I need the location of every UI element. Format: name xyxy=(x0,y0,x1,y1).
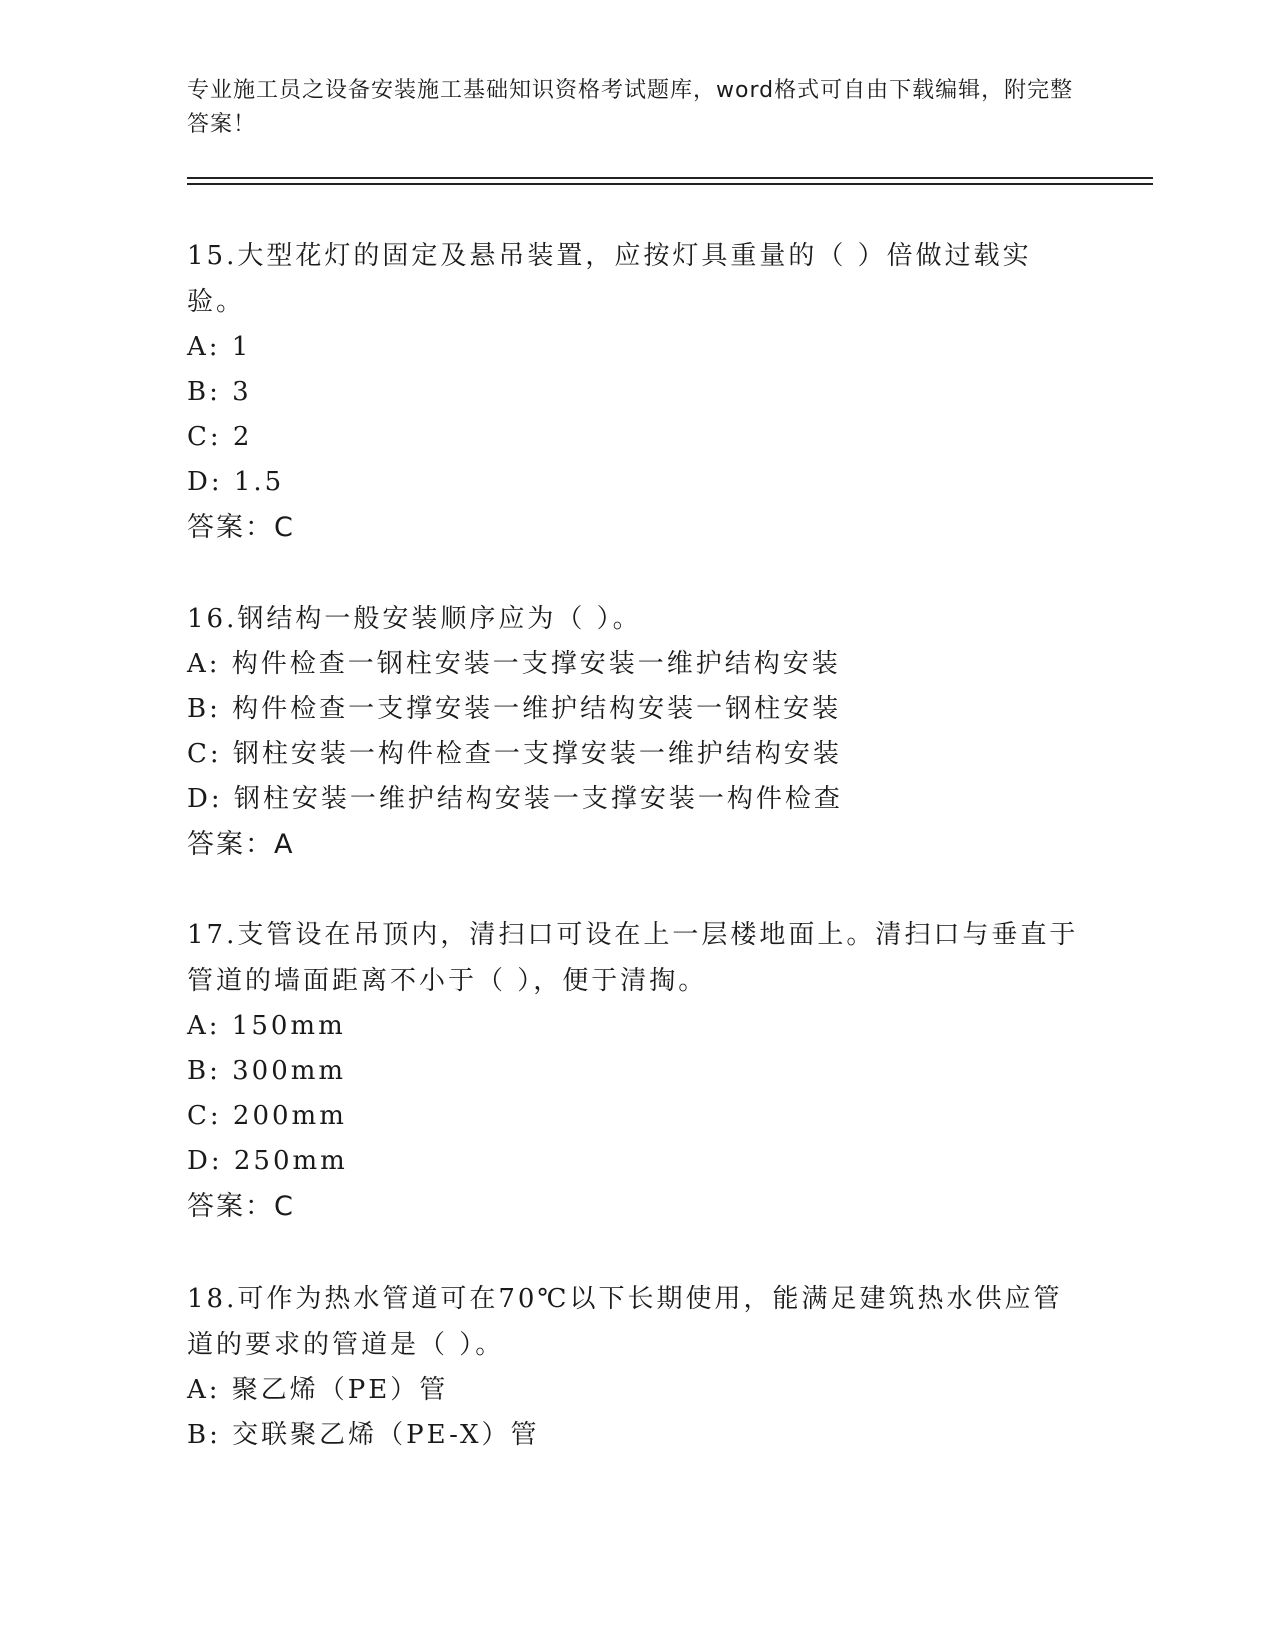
question-17 xyxy=(187,912,1087,1230)
header-rule-top xyxy=(187,177,1153,179)
question-18 xyxy=(187,1276,1087,1458)
header-rule-bottom xyxy=(187,183,1153,185)
option-d: D: 250mm xyxy=(187,1146,348,1176)
question-15 xyxy=(187,233,1087,551)
option-c: C: 200mm xyxy=(187,1101,347,1131)
option-b: B: 构件检查一支撑安装一维护结构安装一钢柱安装 xyxy=(187,694,842,724)
option-b: B: 300mm xyxy=(187,1056,347,1086)
answer-line: 答案：C xyxy=(187,512,295,543)
question-stem: 18.可作为热水管道可在70℃以下长期使用，能满足建筑热水供应管道的要求的管道是（ ）。 xyxy=(187,1284,1063,1360)
answer-line: 答案：A xyxy=(187,829,295,860)
option-d: D: 钢柱安装一维护结构安装一支撑安装一构件检查 xyxy=(187,784,843,814)
option-a: A: 150mm xyxy=(187,1011,346,1041)
question-stem: 16.钢结构一般安装顺序应为（ ）。 xyxy=(187,604,642,634)
question-16 xyxy=(187,596,1087,868)
question-stem: 17.支管设在吊顶内，清扫口可设在上一层楼地面上。清扫口与垂直于管道的墙面距离不小于（ ），便于清掏。 xyxy=(187,920,1079,996)
option-d: D: 1.5 xyxy=(187,467,285,497)
option-a: A: 构件检查一钢柱安装一支撑安装一维护结构安装 xyxy=(187,649,841,679)
document-header: 专业施工员之设备安装施工基础知识资格考试题库，word格式可自由下载编辑，附完整答案！ xyxy=(187,78,1074,137)
option-c: C: 2 xyxy=(187,422,253,452)
question-stem: 15.大型花灯的固定及悬吊装置，应按灯具重量的（ ）倍做过载实验。 xyxy=(187,241,1032,317)
option-b: B: 3 xyxy=(187,377,252,407)
option-a: A: 聚乙烯（PE）管 xyxy=(187,1375,449,1405)
option-c: C: 钢柱安装一构件检查一支撑安装一维护结构安装 xyxy=(187,739,842,769)
option-a: A: 1 xyxy=(187,332,252,362)
answer-line: 答案：C xyxy=(187,1191,295,1222)
option-b: B: 交联聚乙烯（PE-X）管 xyxy=(187,1420,540,1450)
